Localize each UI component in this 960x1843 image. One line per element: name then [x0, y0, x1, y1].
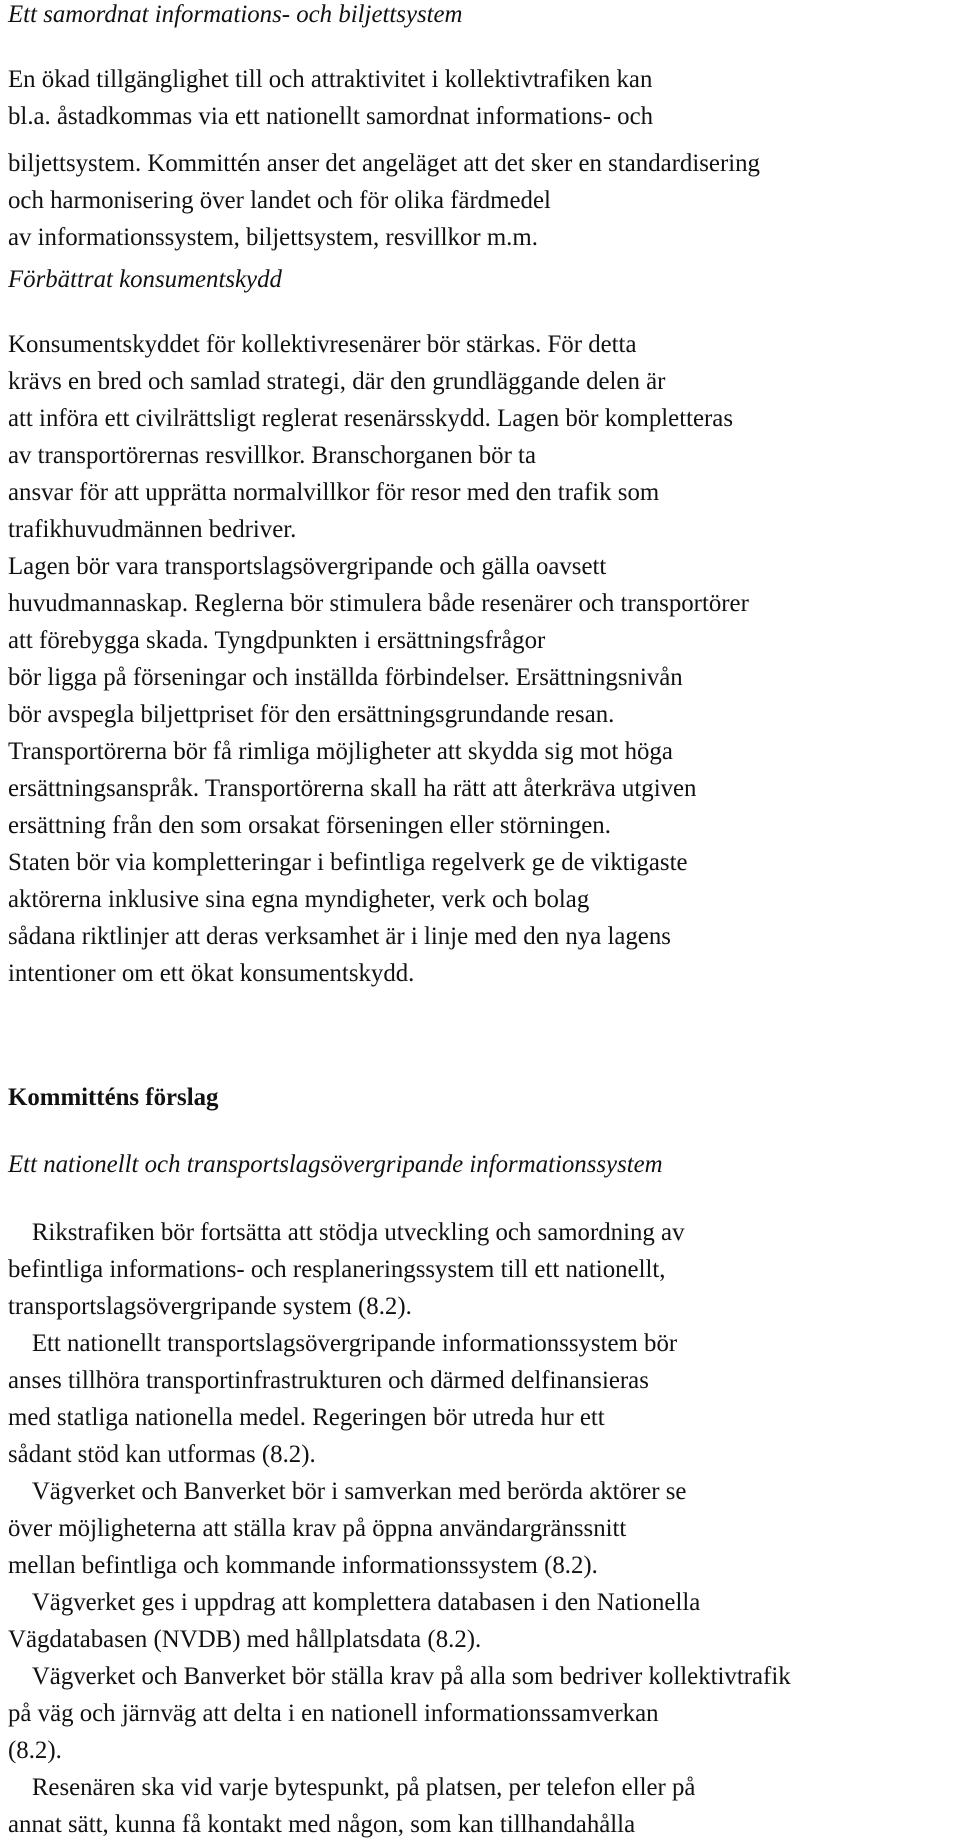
text-line: befintliga informations- och resplaneringssystem till ett nationellt,	[8, 1256, 666, 1283]
section-info-system	[8, 0, 960, 33]
section-heading: Förbättrat konsumentskydd	[8, 266, 282, 293]
text-line: Vägverket och Banverket bör i samverkan med berörda aktörer se	[31, 1478, 687, 1505]
text-line: Ett nationellt transportslagsövergripande informationssystem bör	[31, 1330, 678, 1357]
text-line: ansvar för att upprätta normalvillkor för resor med den trafik som	[8, 479, 660, 506]
section-heading: Ett nationellt och transportslagsövergripande informationssystem	[8, 1151, 663, 1178]
text-line: Transportörerna bör få rimliga möjligheter att skydda sig mot höga	[8, 738, 673, 765]
text-line: anses tillhöra transportinfrastrukturen och därmed delfinansieras	[8, 1367, 649, 1394]
text-line: krävs en bred och samlad strategi, där den grundläggande delen är	[8, 368, 666, 395]
proposal-paragraph	[8, 1473, 960, 1584]
text-line: Staten bör via kompletteringar i befintliga regelverk ge de viktigaste	[8, 849, 688, 876]
section-heading-bold: Kommitténs förslag	[8, 1084, 219, 1111]
text-line: transportslagsövergripande system (8.2).	[8, 1293, 412, 1320]
proposal-list	[8, 1214, 960, 1843]
section-heading: Ett samordnat informations- och biljettsystem	[8, 1, 463, 28]
text-line: sådana riktlinjer att deras verksamhet är i linje med den nya lagens	[8, 923, 671, 950]
text-line: av informationssystem, biljettsystem, resvillkor m.m.	[8, 224, 538, 251]
text-line: Resenären ska vid varje bytespunkt, på platsen, per telefon eller på	[31, 1774, 696, 1801]
proposal-paragraph	[8, 1325, 960, 1473]
proposal-paragraph	[8, 1658, 960, 1769]
text-line: trafikhuvudmännen bedriver.	[8, 516, 297, 543]
text-line: huvudmannaskap. Reglerna bör stimulera både resenärer och transportörer	[8, 590, 749, 617]
text-line: att införa ett civilrättsligt reglerat resenärsskydd. Lagen bör kompletteras	[8, 405, 734, 432]
text-line: Lagen bör vara transportslagsövergripande och gälla oavsett	[8, 553, 607, 580]
proposal-paragraph	[8, 1584, 960, 1658]
text-line: ersättningsanspråk. Transportörerna skall ha rätt att återkräva utgiven	[8, 775, 697, 802]
text-line: intentioner om ett ökat konsumentskydd.	[8, 960, 415, 987]
text-line: bör avspegla biljettpriset för den ersättningsgrundande resan.	[8, 701, 615, 728]
section-national-system	[8, 1146, 960, 1183]
text-line: Vägdatabasen (NVDB) med hållplatsdata (8.2).	[8, 1626, 482, 1653]
text-line: ersättning från den som orsakat förseningen eller störningen.	[8, 812, 611, 839]
text-line: bör ligga på förseningar och inställda förbindelser. Ersättningsnivån	[8, 664, 683, 691]
paragraph-info-system-cont	[8, 145, 960, 256]
text-line: med statliga nationella medel. Regeringen bör utreda hur ett	[8, 1404, 605, 1431]
section-proposals	[8, 1079, 960, 1116]
proposal-paragraph	[8, 1214, 960, 1325]
text-line: (8.2).	[8, 1737, 62, 1764]
paragraph-consumer	[8, 326, 960, 992]
text-line: bl.a. åstadkommas via ett nationellt samordnat informations- och	[8, 103, 654, 130]
proposal-paragraph	[8, 1769, 960, 1843]
text-line: att förebygga skada. Tyngdpunkten i ersättningsfrågor	[8, 627, 546, 654]
text-line: aktörerna inklusive sina egna myndigheter, verk och bolag	[8, 886, 590, 913]
text-line: på väg och järnväg att delta i en nationell informationssamverkan	[8, 1700, 659, 1727]
text-line: Rikstrafiken bör fortsätta att stödja utveckling och samordning av	[31, 1219, 685, 1246]
section-consumer	[8, 261, 960, 298]
text-line: över möjligheterna att ställa krav på öppna användargränssnitt	[8, 1515, 627, 1542]
text-line: och harmonisering över landet och för olika färdmedel	[8, 187, 551, 214]
text-line: Konsumentskyddet för kollektivresenärer bör stärkas. För detta	[8, 331, 637, 358]
text-line: Vägverket och Banverket bör ställa krav på alla som bedriver kollektivtrafik	[31, 1663, 791, 1690]
text-line: mellan befintliga och kommande informationssystem (8.2).	[8, 1552, 598, 1579]
text-line: Vägverket ges i uppdrag att komplettera databasen i den Nationella	[31, 1589, 701, 1616]
paragraph-info-system	[8, 61, 960, 135]
text-line: annat sätt, kunna få kontakt med någon, som kan tillhandahålla	[8, 1811, 636, 1838]
text-line: av transportörernas resvillkor. Branschorganen bör ta	[8, 442, 536, 469]
text-line: biljettsystem. Kommittén anser det angeläget att det sker en standardisering	[8, 150, 760, 177]
text-line: En ökad tillgänglighet till och attraktivitet i kollektivtrafiken kan	[8, 66, 653, 93]
text-line: sådant stöd kan utformas (8.2).	[8, 1441, 316, 1468]
